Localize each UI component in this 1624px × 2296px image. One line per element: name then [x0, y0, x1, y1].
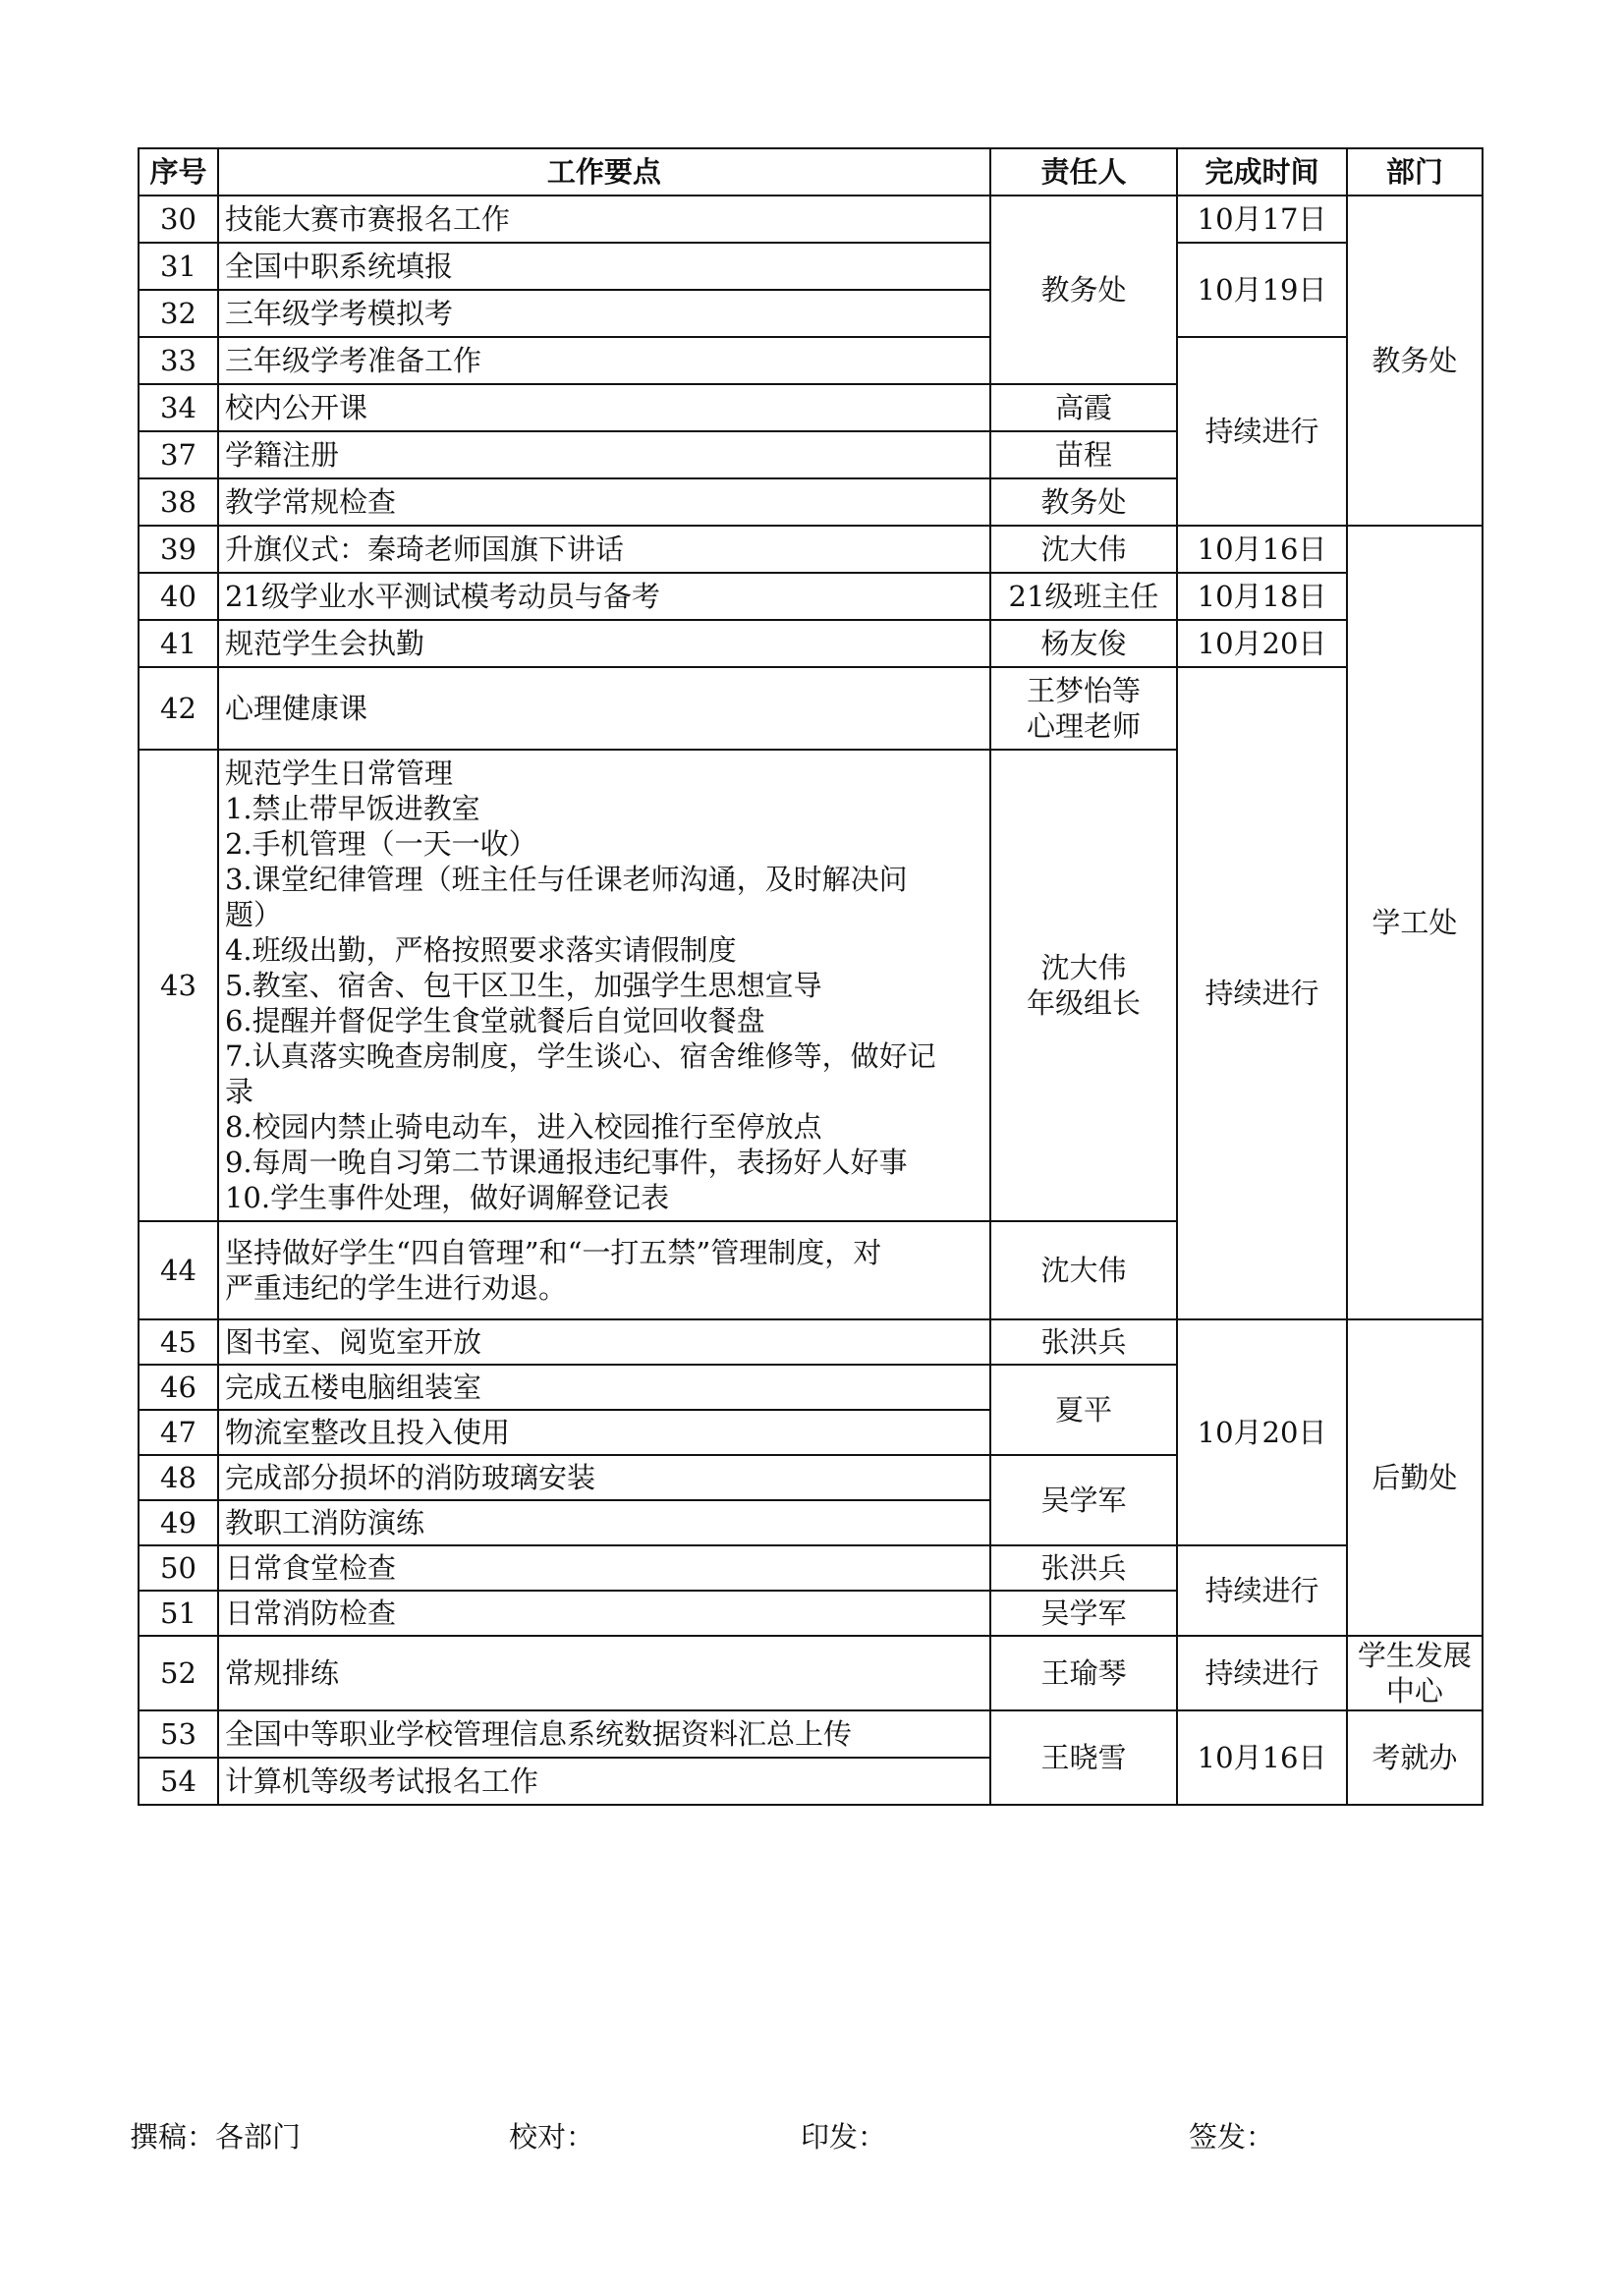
row-dept	[1347, 1636, 1483, 1710]
row-dept: 考就办	[1347, 1710, 1483, 1805]
row-task: 教学常规检查	[218, 478, 990, 526]
row-task: 全国中等职业学校管理信息系统数据资料汇总上传	[218, 1710, 990, 1758]
row-seq: 34	[139, 384, 218, 431]
task-line: 9.每周一晚自习第二节课通报违纪事件，表扬好人好事	[224, 1146, 908, 1179]
row-owner	[990, 667, 1177, 750]
row-task: 教职工消防演练	[218, 1500, 990, 1545]
row-seq: 30	[139, 196, 218, 243]
table-row	[139, 337, 1483, 384]
row-dept: 学工处	[1347, 526, 1483, 1319]
task-line: 8.校园内禁止骑电动车，进入校园推行至停放点	[224, 1110, 822, 1144]
row-owner: 杨友俊	[990, 620, 1177, 667]
row-owner: 21级班主任	[990, 573, 1177, 620]
row-seq: 44	[139, 1221, 218, 1319]
row-time: 持续进行	[1177, 667, 1347, 1319]
table-row	[139, 620, 1483, 667]
task-line: 10.学生事件处理，做好调解登记表	[224, 1181, 670, 1214]
row-owner: 沈大伟	[990, 526, 1177, 573]
owner-line: 年级组长	[1026, 986, 1141, 1020]
task-line: 题）	[224, 898, 282, 931]
footer-draft: 撰稿：各部门	[130, 2120, 302, 2154]
row-time: 10月16日	[1177, 526, 1347, 573]
row-seq: 38	[139, 478, 218, 526]
row-owner: 夏平	[990, 1365, 1177, 1455]
row-seq: 51	[139, 1591, 218, 1636]
task-line: 3.课堂纪律管理（班主任与任课老师沟通，及时解决问	[224, 863, 908, 896]
task-line: 5.教室、宿舍、包干区卫生，加强学生思想宣导	[224, 969, 822, 1002]
row-task: 完成五楼电脑组装室	[218, 1365, 990, 1410]
task-line: 6.提醒并督促学生食堂就餐后自觉回收餐盘	[224, 1004, 765, 1037]
row-task: 21级学业水平测试模考动员与备考	[218, 573, 990, 620]
row-task: 完成部分损坏的消防玻璃安装	[218, 1455, 990, 1500]
table-row	[139, 526, 1483, 573]
row-owner: 高霞	[990, 384, 1177, 431]
row-seq: 45	[139, 1319, 218, 1365]
row-task: 三年级学考模拟考	[218, 290, 990, 337]
row-task: 校内公开课	[218, 384, 990, 431]
dept-line: 学生发展	[1357, 1639, 1472, 1672]
row-task-multiline	[218, 1221, 990, 1319]
row-time: 持续进行	[1177, 1545, 1347, 1636]
row-task-multiline	[218, 750, 990, 1221]
owner-line: 王梦怡等	[1026, 674, 1141, 707]
row-time: 10月20日	[1177, 1319, 1347, 1545]
dept-line: 中心	[1385, 1674, 1443, 1708]
task-line: 规范学生日常管理	[224, 756, 453, 790]
header-time: 完成时间	[1177, 148, 1347, 196]
row-dept: 教务处	[1347, 196, 1483, 526]
row-seq: 42	[139, 667, 218, 750]
row-owner: 张洪兵	[990, 1545, 1177, 1591]
footer-proof: 校对：	[509, 2120, 595, 2154]
row-seq: 43	[139, 750, 218, 1221]
row-task: 全国中职系统填报	[218, 243, 990, 290]
row-seq: 32	[139, 290, 218, 337]
row-task: 学籍注册	[218, 431, 990, 478]
table-row	[139, 243, 1483, 290]
table-row	[139, 1710, 1483, 1758]
table-row	[139, 1636, 1483, 1710]
task-line: 4.班级出勤，严格按照要求落实请假制度	[224, 933, 737, 967]
row-time: 持续进行	[1177, 337, 1347, 526]
task-line: 7.认真落实晚查房制度，学生谈心、宿舍维修等，做好记	[224, 1039, 936, 1073]
row-task: 图书室、阅览室开放	[218, 1319, 990, 1365]
row-seq: 50	[139, 1545, 218, 1591]
table-row	[139, 667, 1483, 750]
work-plan-sheet	[138, 147, 1484, 1806]
row-seq: 48	[139, 1455, 218, 1500]
signature-footer	[130, 2115, 1484, 2158]
row-owner: 沈大伟	[990, 1221, 1177, 1319]
row-owner: 王瑜琴	[990, 1636, 1177, 1710]
row-dept: 后勤处	[1347, 1319, 1483, 1636]
owner-line: 沈大伟	[1040, 951, 1127, 984]
header-seq: 序号	[139, 148, 218, 196]
row-seq: 54	[139, 1758, 218, 1805]
row-owner: 教务处	[990, 478, 1177, 526]
header-row	[139, 148, 1483, 196]
row-time: 10月17日	[1177, 196, 1347, 243]
row-seq: 39	[139, 526, 218, 573]
work-plan-table	[138, 147, 1484, 1806]
row-seq: 40	[139, 573, 218, 620]
row-seq: 37	[139, 431, 218, 478]
task-line: 2.手机管理（一天一收）	[224, 827, 537, 861]
row-owner	[990, 750, 1177, 1221]
table-row	[139, 1545, 1483, 1591]
row-time: 持续进行	[1177, 1636, 1347, 1710]
row-task: 日常食堂检查	[218, 1545, 990, 1591]
footer-sign: 签发：	[1189, 2120, 1275, 2154]
row-seq: 31	[139, 243, 218, 290]
row-seq: 52	[139, 1636, 218, 1710]
header-dept: 部门	[1347, 148, 1483, 196]
task-line: 录	[224, 1075, 253, 1108]
header-owner: 责任人	[990, 148, 1177, 196]
table-row	[139, 196, 1483, 243]
row-task: 心理健康课	[218, 667, 990, 750]
table-row	[139, 1319, 1483, 1365]
task-line: 严重违纪的学生进行劝退。	[224, 1271, 567, 1305]
row-task: 规范学生会执勤	[218, 620, 990, 667]
table-row	[139, 573, 1483, 620]
row-task: 日常消防检查	[218, 1591, 990, 1636]
task-line: 坚持做好学生“四自管理”和“一打五禁”管理制度，对	[224, 1236, 882, 1269]
task-line: 1.禁止带早饭进教室	[224, 792, 480, 825]
footer-print: 印发：	[801, 2120, 887, 2154]
row-time: 10月18日	[1177, 573, 1347, 620]
row-task: 三年级学考准备工作	[218, 337, 990, 384]
row-task: 计算机等级考试报名工作	[218, 1758, 990, 1805]
row-task: 升旗仪式：秦琦老师国旗下讲话	[218, 526, 990, 573]
owner-line: 心理老师	[1026, 709, 1141, 743]
row-time: 10月20日	[1177, 620, 1347, 667]
row-owner: 吴学军	[990, 1591, 1177, 1636]
row-seq: 53	[139, 1710, 218, 1758]
row-time: 10月19日	[1177, 243, 1347, 337]
row-seq: 47	[139, 1410, 218, 1455]
header-task: 工作要点	[218, 148, 990, 196]
row-owner: 吴学军	[990, 1455, 1177, 1545]
row-seq: 46	[139, 1365, 218, 1410]
row-owner: 王晓雪	[990, 1710, 1177, 1805]
row-seq: 41	[139, 620, 218, 667]
row-task: 常规排练	[218, 1636, 990, 1710]
row-owner: 教务处	[990, 196, 1177, 384]
row-task: 物流室整改且投入使用	[218, 1410, 990, 1455]
row-seq: 49	[139, 1500, 218, 1545]
row-owner: 苗程	[990, 431, 1177, 478]
row-task: 技能大赛市赛报名工作	[218, 196, 990, 243]
row-seq: 33	[139, 337, 218, 384]
row-time: 10月16日	[1177, 1710, 1347, 1805]
row-owner: 张洪兵	[990, 1319, 1177, 1365]
